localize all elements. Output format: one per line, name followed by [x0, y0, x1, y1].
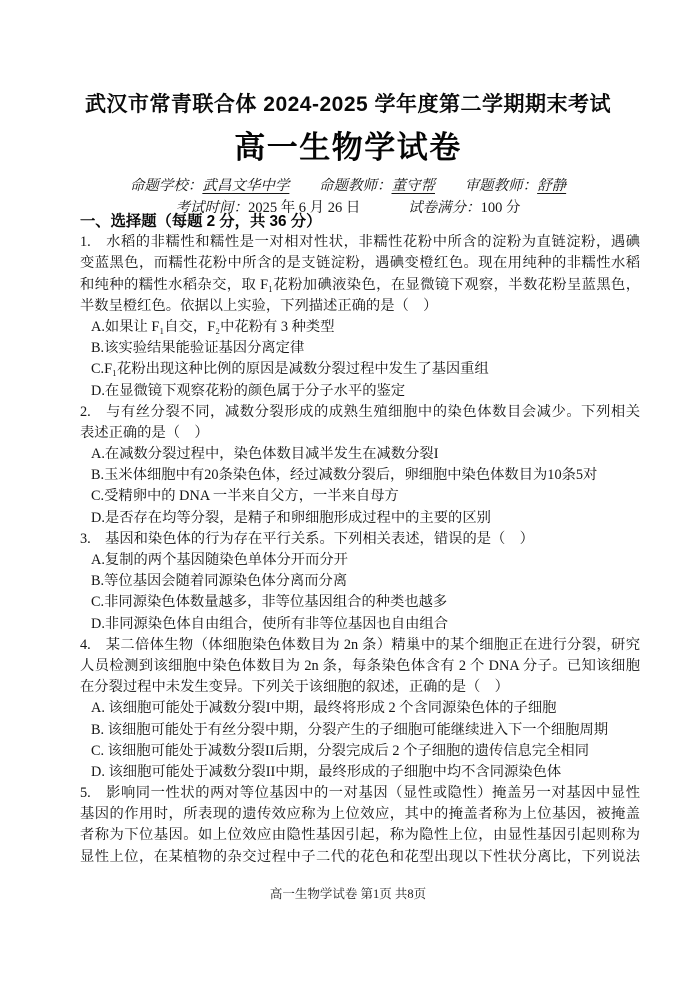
- question-2-option-a: A.在减数分裂过程中，染色体数目减半发生在减数分裂I: [91, 446, 439, 463]
- meta-setter: [319, 178, 435, 194]
- question-5-stem-line-4: 显性上位，在某植物的杂交过程中子二代的花色和花型出现以下性状分离比，下列说法: [80, 848, 640, 865]
- question-body: [80, 211, 640, 868]
- question-3-option-d: D.非同源染色体自由组合，使所有非等位基因也自由组合: [91, 615, 449, 632]
- question-2-stem-line-1: 2. 与有丝分裂不同，减数分裂形成的成熟生殖细胞中的染色体数目会减少。下列相关: [80, 403, 640, 420]
- exam-meta-line-1: [0, 174, 696, 195]
- question-4-stem-line-3: 在分裂过程中未发生变异。下列关于该细胞的叙述，正确的是（ ）: [80, 679, 509, 696]
- question-4-stem-line-1: 4. 某二倍体生物（体细胞染色体数目为 2n 条）精巢中的某个细胞正在进行分裂，研究: [80, 636, 640, 653]
- meta-reviewer: [465, 178, 567, 194]
- question-2-option-d: D.是否存在均等分裂，是精子和卵细胞形成过程中的主要的区别: [91, 509, 491, 526]
- question-2-option-c: C.受精卵中的 DNA 一半来自父方，一半来自母方: [91, 488, 399, 505]
- question-2-stem-line-2: 表述正确的是（ ）: [80, 424, 209, 441]
- question-1-option-a: A.如果让 F₁自交，F₂中花粉有 3 种类型: [91, 318, 335, 335]
- question-3-option-a: A.复制的两个基因随染色单体分开而分开: [91, 552, 348, 568]
- meta-setter-value: 董守帮: [391, 178, 435, 194]
- question-1-option-c: C.F₁花粉出现这种比例的原因是减数分裂过程中发生了基因重组: [91, 361, 489, 378]
- page-footer: 高一生物学试卷 第1页 共8页: [269, 887, 427, 901]
- question-5-stem-line-2: 基因的作用时，所表现的遗传效应称为上位效应，其中的掩盖者称为上位基因，被掩盖: [80, 806, 640, 823]
- meta-setter-label: 命题教师：: [319, 178, 392, 194]
- question-3-option-b: B.等位基因会随着同源染色体分离而分离: [91, 573, 348, 590]
- meta-reviewer-value: 舒静: [537, 178, 567, 194]
- meta-reviewer-label: 审题教师：: [464, 178, 538, 194]
- meta-full-score-value: 100 分: [480, 200, 521, 216]
- question-4-option-c: C. 该细胞可能处于减数分裂II后期，分裂完成后 2 个子细胞的遗传信息完全相同: [91, 742, 589, 759]
- question-1-option-b: B.该实验结果能验证基因分离定律: [91, 340, 305, 357]
- question-3-stem-line-1: 3. 基因和染色体的行为存在平行关系。下列相关表述，错误的是（ ）: [80, 530, 534, 547]
- question-1-stem-line-4: 半数呈橙红色。依据以上实验，下列描述正确的是（ ）: [80, 297, 438, 314]
- meta-exam-time-label: 考试时间：: [175, 200, 249, 216]
- exam-title: 武汉市常青联合体 2024-2025 学年度第二学期期末考试: [84, 93, 612, 116]
- question-1-stem-line-3: 和纯种的糯性水稻杂交，取 F₁花粉加碘液染色，在显微镜下观察，半数花粉呈蓝黑色，: [80, 276, 640, 293]
- question-1-stem-line-2: 变蓝黑色，而糯性花粉中所含的是支链淀粉，遇碘变橙红色。现在用纯种的非糯性水稻: [80, 255, 640, 272]
- question-5-stem-line-3: 者称为下位基因。如上位效应由隐性基因引起，称为隐性上位，由显性基因引起则称为: [80, 827, 640, 844]
- meta-school: [130, 178, 290, 194]
- meta-school-label: 命题学校：: [129, 178, 203, 194]
- question-4-option-b: B. 该细胞可能处于有丝分裂中期，分裂产生的子细胞可能继续进入下一个细胞周期: [91, 721, 609, 738]
- question-4-option-a: A. 该细胞可能处于减数分裂I中期，最终将形成 2 个含同源染色体的子细胞: [91, 700, 557, 717]
- question-4-stem-line-2: 人员检测到该细胞中染色体数目为 2n 条，每条染色体含有 2 个 DNA 分子。已知该细胞: [80, 657, 640, 674]
- question-3-option-c: C.非同源染色体数量越多，非等位基因组合的种类也越多: [91, 594, 448, 611]
- question-2-option-b: B.玉米体细胞中有20条染色体，经过减数分裂后，卵细胞中染色体数目为10条5对: [91, 467, 598, 484]
- section-heading: 一、选择题（每题 2 分，共 36 分）: [80, 213, 322, 230]
- question-1-stem-line-1: 1. 水稻的非糯性和糯性是一对相对性状，非糯性花粉中所含的淀粉为直链淀粉，遇碘: [80, 234, 640, 251]
- meta-full-score-label: 试卷满分：: [408, 200, 481, 216]
- meta-exam-time-value: 2025 年 6 月 26 日: [248, 200, 361, 216]
- question-1-option-d: D.在显微镜下观察花粉的颜色属于分子水平的鉴定: [91, 382, 406, 399]
- paper-title: 高一生物学试卷: [234, 130, 462, 165]
- meta-school-value: 武昌文华中学: [202, 178, 290, 194]
- question-5-stem-line-1: 5. 影响同一性状的两对等位基因中的一对基因（显性或隐性）掩盖另一对基因中显性: [80, 785, 640, 802]
- question-4-option-d: D. 该细胞可能处于减数分裂II中期，最终形成的子细胞中均不含同源染色体: [91, 763, 562, 780]
